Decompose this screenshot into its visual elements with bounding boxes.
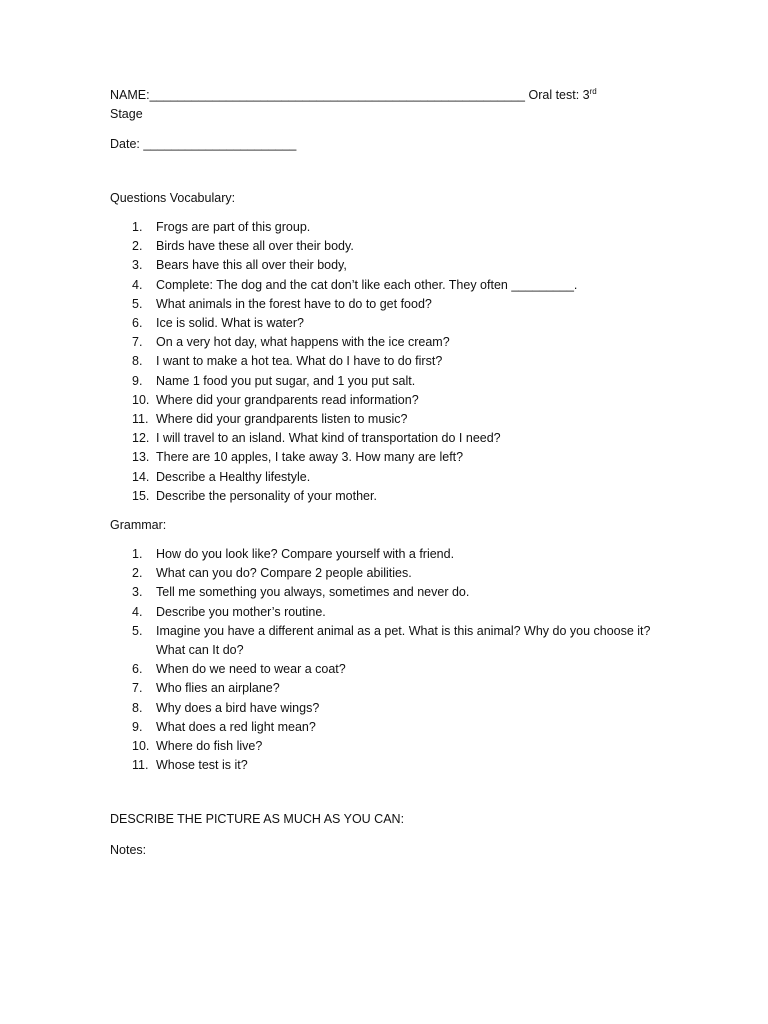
question-text: Ice is solid. What is water? xyxy=(156,316,304,331)
question-number: 1. xyxy=(132,220,143,234)
vocabulary-question-item xyxy=(110,218,666,237)
grammar-question-item xyxy=(110,660,666,679)
question-number: 3. xyxy=(132,585,143,600)
question-text: When do we need to wear a coat? xyxy=(156,662,346,677)
grammar-section-title: Grammar: xyxy=(110,518,167,533)
question-text: Frogs are part of this group. xyxy=(156,220,311,234)
question-text: What animals in the forest have to do to get food? xyxy=(156,296,432,311)
describe-picture-heading: DESCRIBE THE PICTURE AS MUCH AS YOU CAN: xyxy=(110,812,405,827)
question-text: Where did your grandparents read information? xyxy=(156,392,419,407)
grammar-question-item xyxy=(110,718,666,737)
question-number: 6. xyxy=(132,662,143,677)
vocabulary-question-item xyxy=(110,410,666,429)
grammar-question-item xyxy=(110,622,666,660)
question-text: How do you look like? Compare yourself with a friend. xyxy=(156,547,455,562)
question-number: 11. xyxy=(132,412,149,427)
question-text: Describe the personality of your mother. xyxy=(156,488,377,503)
question-number: 13. xyxy=(132,450,150,465)
question-number: 8. xyxy=(132,354,143,369)
vocabulary-section-title: Questions Vocabulary: xyxy=(110,191,236,205)
question-number: 4. xyxy=(132,277,143,292)
question-text: I want to make a hot tea. What do I have to do first? xyxy=(156,354,443,369)
grammar-question-item xyxy=(110,603,666,622)
question-text: What can you do? Compare 2 people abilities. xyxy=(156,566,412,581)
question-number: 7. xyxy=(132,335,143,350)
vocabulary-question-item xyxy=(110,333,666,352)
question-text: Complete: The dog and the cat don’t like each other. They often _________. xyxy=(156,277,578,292)
vocabulary-question-item xyxy=(110,391,666,410)
grammar-question-list xyxy=(110,545,670,775)
grammar-question-item xyxy=(110,679,666,698)
notes-label: Notes: xyxy=(110,843,147,858)
question-number: 4. xyxy=(132,604,143,619)
question-text: Where did your grandparents listen to music? xyxy=(156,412,408,427)
question-text: Imagine you have a different animal as a pet. What is this animal? Why do you choose it? What can It do? xyxy=(156,623,651,658)
date-field-label: Date: ______________________ xyxy=(110,137,297,151)
question-number: 6. xyxy=(132,316,143,331)
question-number: 5. xyxy=(132,623,143,638)
vocabulary-question-item xyxy=(110,372,666,391)
question-text: Where do fish live? xyxy=(156,739,263,754)
vocabulary-question-item xyxy=(110,295,666,314)
question-text: Describe you mother’s routine. xyxy=(156,604,326,619)
grammar-question-item xyxy=(110,564,666,583)
question-number: 10. xyxy=(132,739,150,754)
grammar-question-item xyxy=(110,699,666,718)
question-text: What does a red light mean? xyxy=(156,719,316,734)
question-text: Tell me something you always, sometimes and never do. xyxy=(156,585,470,600)
question-number: 15. xyxy=(132,488,150,503)
question-text: Describe a Healthy lifestyle. xyxy=(156,469,311,484)
question-number: 10. xyxy=(132,392,150,407)
question-number: 7. xyxy=(132,681,143,696)
question-text: There are 10 apples, I take away 3. How many are left? xyxy=(156,450,464,465)
oral-test-document xyxy=(110,86,670,860)
vocabulary-question-item xyxy=(110,276,666,295)
grammar-question-item xyxy=(110,756,666,775)
oral-test-label: Oral test: 3rd xyxy=(528,86,597,102)
question-text: On a very hot day, what happens with the ice cream? xyxy=(156,335,450,350)
vocabulary-question-list xyxy=(110,218,670,506)
question-number: 14. xyxy=(132,469,150,484)
question-text: Who flies an airplane? xyxy=(156,681,280,696)
question-text: Birds have these all over their body. xyxy=(156,239,354,254)
question-number: 1. xyxy=(132,547,143,562)
question-number: 3. xyxy=(132,258,143,273)
name-field-label: NAME:______________________________________________________ xyxy=(110,88,525,102)
question-number: 2. xyxy=(132,239,143,254)
header-line xyxy=(110,86,670,105)
question-number: 11. xyxy=(132,758,149,773)
question-text: Whose test is it? xyxy=(156,758,248,773)
question-number: 9. xyxy=(132,373,143,388)
grammar-question-item xyxy=(110,545,666,564)
vocabulary-question-item xyxy=(110,237,666,256)
question-text: Why does a bird have wings? xyxy=(156,700,320,715)
grammar-question-item xyxy=(110,583,666,602)
question-text: I will travel to an island. What kind of transportation do I need? xyxy=(156,431,501,446)
stage-label: Stage xyxy=(110,107,143,121)
question-number: 12. xyxy=(132,431,150,446)
grammar-question-item xyxy=(110,737,666,756)
vocabulary-question-item xyxy=(110,468,666,487)
question-number: 5. xyxy=(132,296,143,311)
vocabulary-question-item xyxy=(110,487,666,506)
question-text: Bears have this all over their body, xyxy=(156,258,347,273)
vocabulary-question-item xyxy=(110,256,666,275)
question-number: 9. xyxy=(132,719,143,734)
vocabulary-question-item xyxy=(110,352,666,371)
vocabulary-question-item xyxy=(110,314,666,333)
question-text: Name 1 food you put sugar, and 1 you put salt. xyxy=(156,373,416,388)
vocabulary-question-item xyxy=(110,429,666,448)
vocabulary-question-item xyxy=(110,448,666,467)
ordinal-suffix: rd xyxy=(589,86,597,96)
question-number: 8. xyxy=(132,700,143,715)
question-number: 2. xyxy=(132,566,143,581)
